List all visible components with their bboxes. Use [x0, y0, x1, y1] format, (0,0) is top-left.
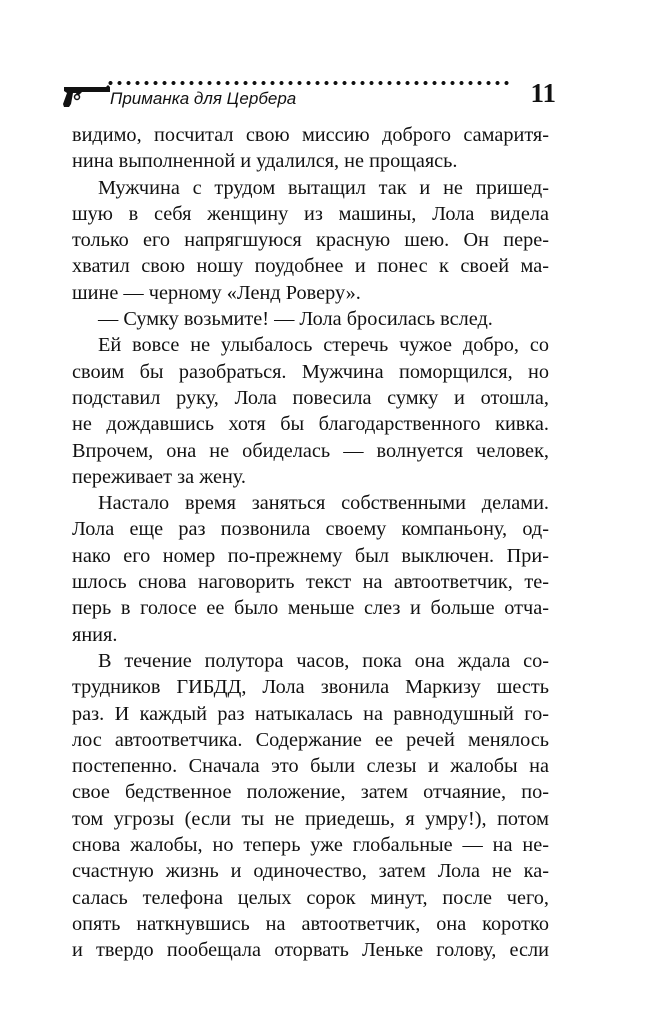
text-line: шлось снова наговорить текст на автоответчик, те-	[72, 571, 549, 594]
page-number: 11	[530, 78, 556, 108]
text-line: Мужчина с трудом вытащил так и не пришед-	[98, 176, 549, 199]
text-line: лос автоответчика. Содержание ее речей менялось	[72, 728, 549, 751]
text-line: переживает за жену.	[72, 465, 246, 488]
text-line: не дождавшись хотя бы благодарственного кивка.	[72, 413, 549, 436]
text-line: шине — черному «Ленд Роверу».	[72, 281, 361, 304]
text-line: подставил руку, Лола повесила сумку и отошла,	[72, 386, 549, 409]
text-line: Ей вовсе не улыбалось стеречь чужое добро, со	[98, 334, 549, 357]
text-line: том угрозы (если ты не приедешь, я умру!), потом	[72, 807, 549, 830]
text-line: нако его номер по-прежнему был выключен. При-	[72, 544, 549, 567]
text-line: видимо, посчитал свою миссию доброго самаритя-	[72, 124, 549, 146]
text-line: свое бедственное положение, затем отчаяние, по-	[72, 781, 549, 804]
running-title: Приманка для Цербера	[110, 89, 297, 108]
text-line: опять наткнувшись на автоответчик, она коротко	[72, 912, 549, 935]
text-line: Лола еще раз позвонила своему компаньону, од-	[72, 518, 549, 541]
text-line: нина выполненной и удалился, не прощаясь.	[72, 150, 458, 173]
text-line: Настало время заняться собственными делами.	[98, 492, 549, 515]
text-line: шую в себя женщину из машины, Лола видела	[72, 202, 549, 225]
text-line: и твердо пообещала оторвать Леньке голову, если	[72, 939, 549, 962]
text-line: хватил свою ношу поудобнее и понес к своей ма-	[72, 255, 549, 278]
text-line: — Сумку возьмите! — Лола бросилась вслед.	[98, 308, 493, 331]
text-line: салась телефона целых сорок минут, после чего,	[72, 886, 549, 909]
text-line: трудников ГИБДД, Лола звонила Маркизу шесть	[72, 676, 549, 699]
text-line: раз. И каждый раз натыкалась на равнодушный го-	[72, 702, 549, 725]
revolver-icon	[62, 83, 112, 109]
text-line: яния.	[72, 623, 118, 646]
page-header	[62, 74, 558, 114]
text-line: перь в голосе ее было меньше слез и больше отча-	[72, 597, 549, 620]
text-line: Впрочем, она не обиделась — волнуется человек,	[72, 439, 549, 462]
header-dotted-rule	[106, 80, 510, 86]
body-text	[72, 122, 549, 964]
text-line: только его напрягшуюся красную шею. Он пере-	[72, 229, 549, 252]
text-line: В течение полутора часов, пока она ждала со-	[98, 649, 549, 672]
text-line: счастную жизнь и одиночество, затем Лола не ка-	[72, 860, 549, 883]
text-line: постепенно. Сначала это были слезы и жалобы на	[72, 755, 549, 778]
text-line: своим бы разобраться. Мужчина поморщился, но	[72, 360, 549, 383]
text-line: снова жалобы, но теперь уже глобальные — на не-	[72, 834, 549, 857]
